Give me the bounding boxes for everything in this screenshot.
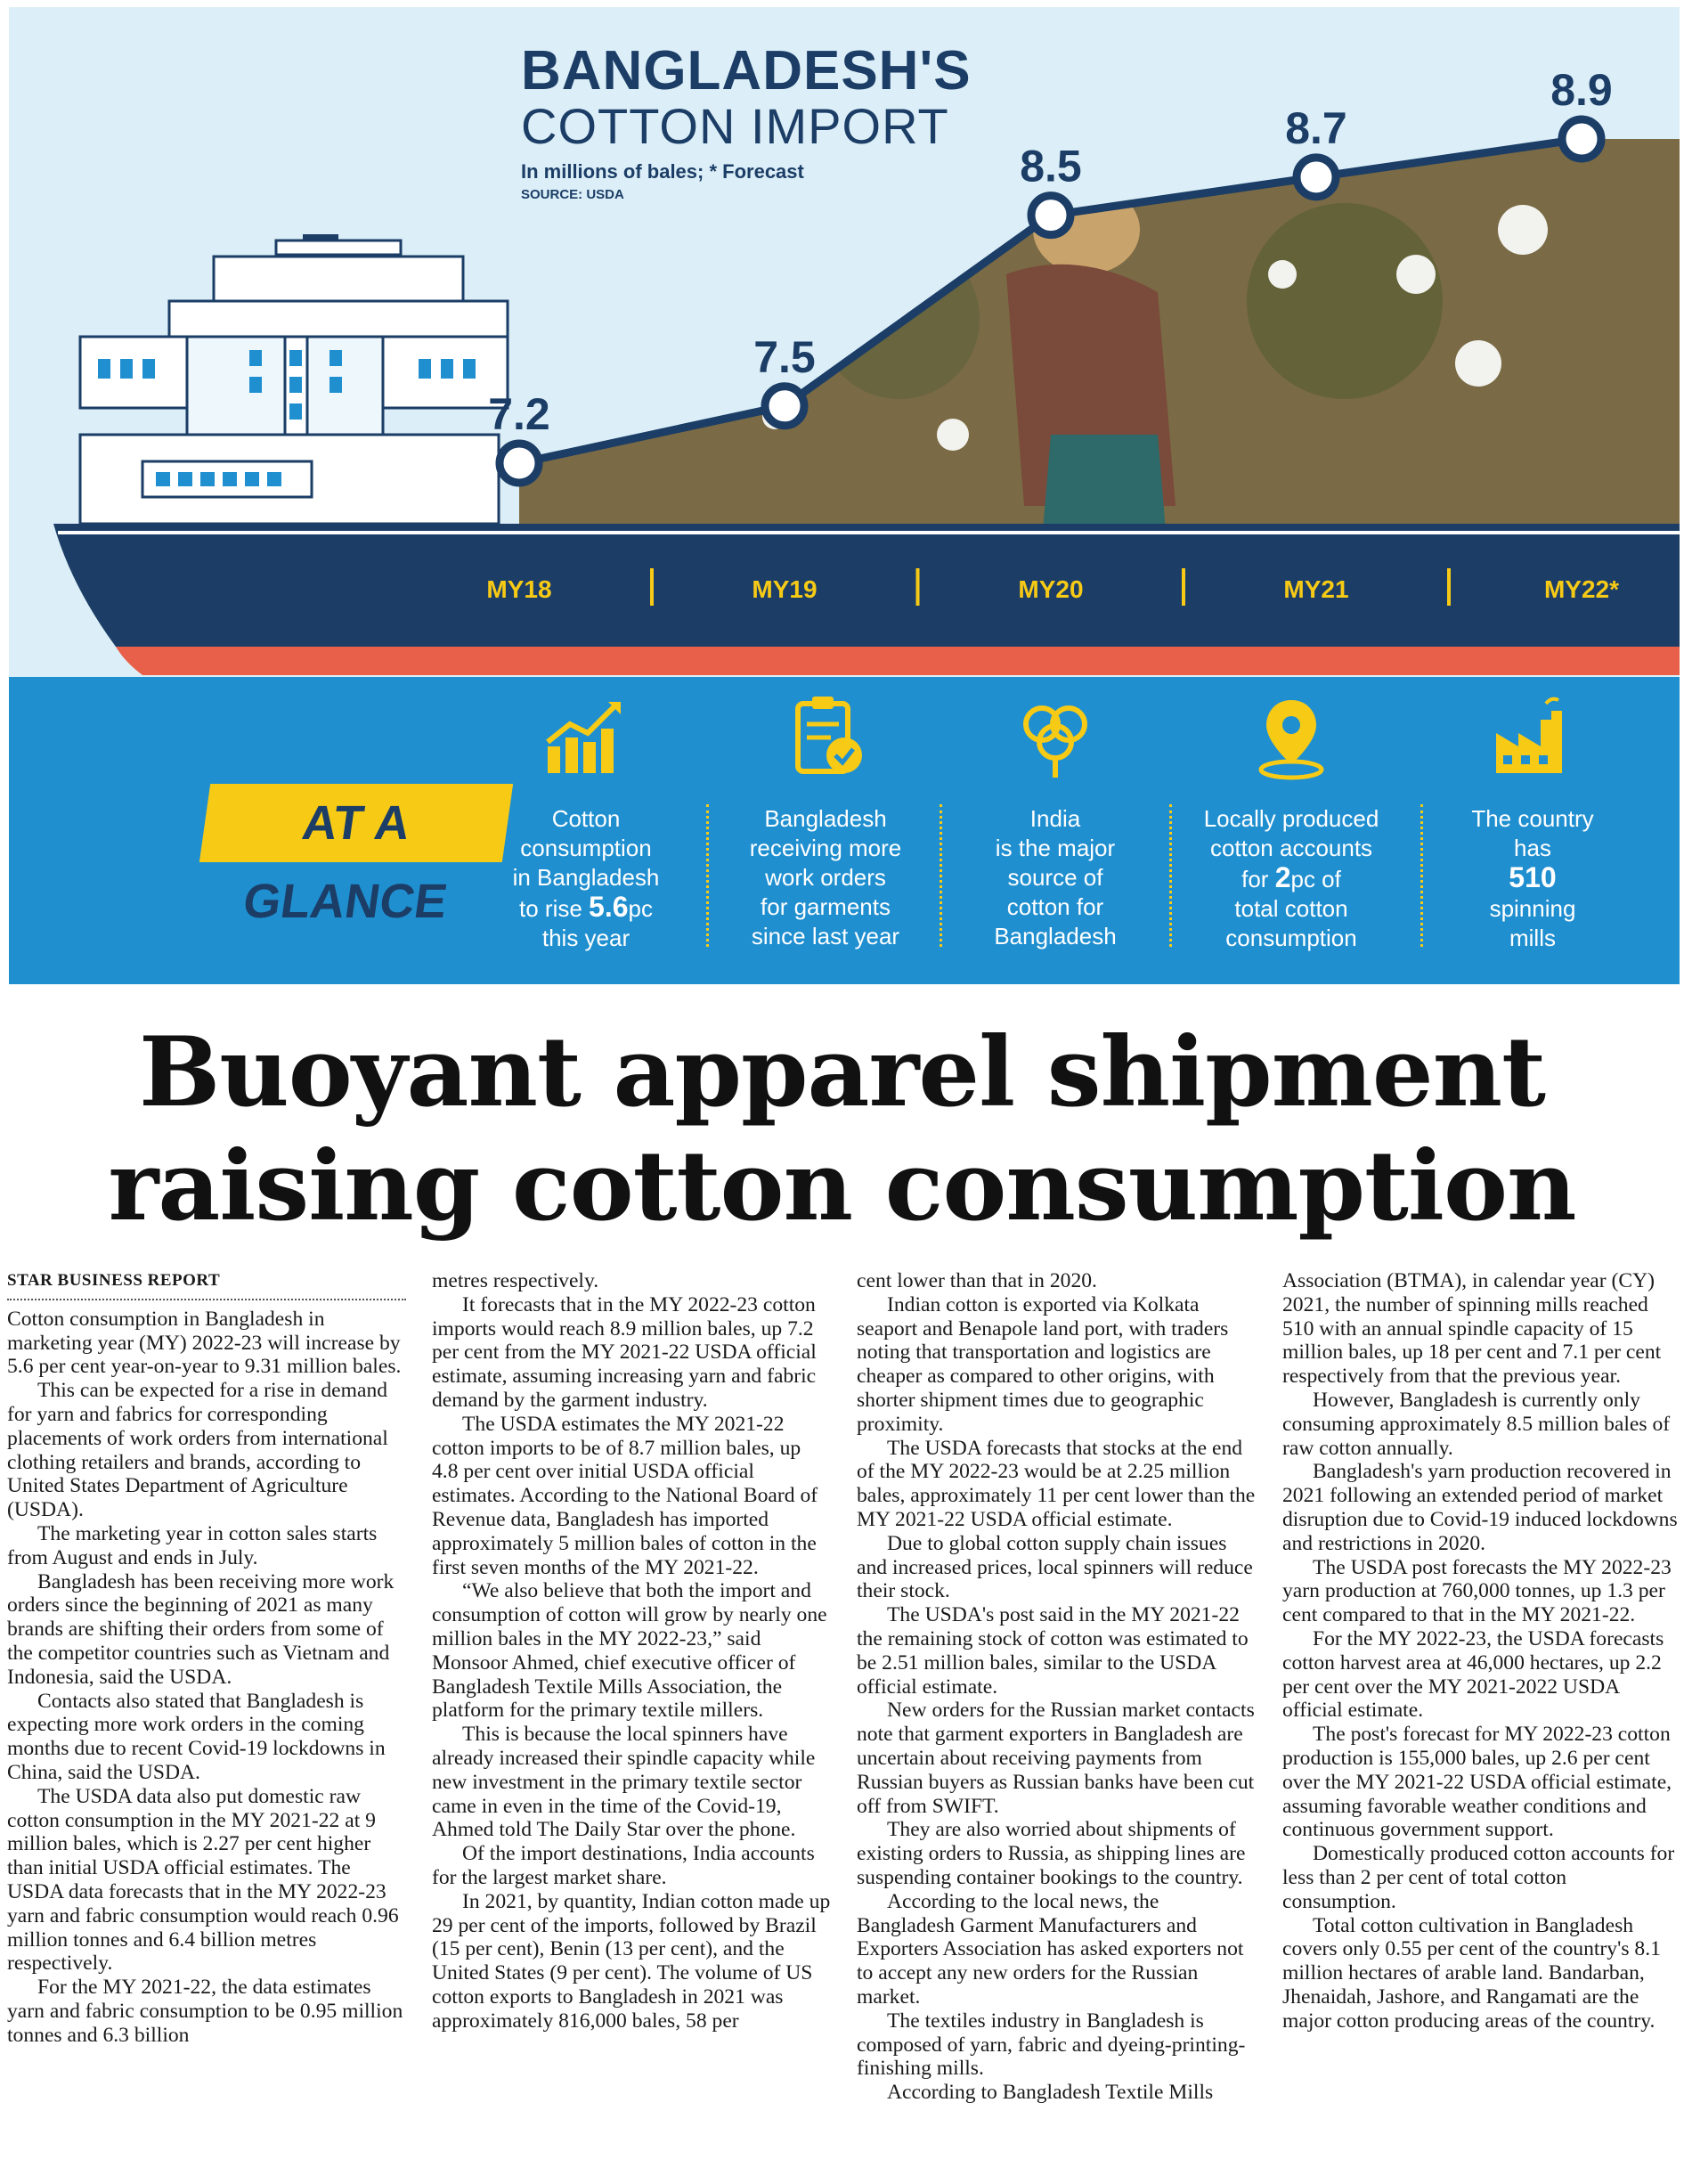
glance-text-line: since last year [751,923,900,949]
data-point [1297,158,1336,197]
glance-text-line: cotton accounts [1209,835,1373,861]
article-paragraph: Domestically produced cotton accounts for less than 2 per cent of total cotton consumption. [1282,1842,1675,1913]
byline: STAR BUSINESS REPORT [7,1269,406,1300]
glance-text-line [1430,863,1635,894]
map-pin-icon [1247,693,1336,782]
glance-divider [940,804,942,947]
glance-text-line: work orders [765,864,886,891]
glance-item-work-orders [723,804,928,951]
article-column-2 [432,1269,831,2033]
article-paragraph: The USDA forecasts that stocks at the end of the MY 2022-23 would be at 2.25 million bales, approximately 11 per cent lower than the MY 2021-22 USDA official estimate. [857,1436,1256,1531]
glance-text-line [484,892,688,924]
clipboard-check-icon [782,693,871,782]
article-paragraph: In 2021, by quantity, Indian cotton made up 29 per cent of the imports, followed by Brazil (15 per cent), Benin (13 per cent), and the United States (9 per cent). The volume of US cotton exports to Bangladesh in 2021 was approximately 816,000 bales, 58 per [432,1889,831,2033]
glance-text-line: cotton for [1006,893,1104,920]
glance-text-line: consumption [1225,925,1357,951]
article-paragraph: It forecasts that in the MY 2022-23 cotton imports would reach 8.9 million bales, up 7.2 per cent from the MY 2021-22 USDA official estimate, assuming increasing yarn and fabric demand by the garment industry. [432,1292,817,1412]
data-point [1562,119,1601,159]
glance-item-india-source [953,804,1158,951]
data-point [1031,196,1070,235]
article-column-3 [857,1269,1256,2105]
article-paragraph: For the MY 2022-23, the USDA forecasts cotton harvest area at 46,000 hectares, up 2.2 per cent over the MY 2021-2022 USDA official estimate. [1282,1626,1664,1723]
glance-item-local-cotton [1189,804,1394,953]
at-a-glance-label: AT A GLANCE [199,784,513,862]
article-paragraph: cent lower than that in 2020. [857,1269,1097,1292]
article-paragraph: New orders for the Russian market contacts note that garment exporters in Bangladesh are uncertain about receiving payments from Russian buyers as Russian banks have been cut off from SWIFT. [857,1699,1255,1818]
x-tick-label: MY22* [1543,575,1620,603]
x-tick-label: MY21 [1283,575,1349,603]
headline-line-2: raising cotton consumption [108,1130,1576,1243]
glance-divider [1420,804,1423,947]
glance-text-line: Cotton [551,805,621,832]
chart-subtitle: COTTON IMPORT [521,98,949,154]
article-paragraph: Bangladesh has been receiving more work orders since the beginning of 2021 as many brands are shifting their orders from some of the competitor countries such as Vietnam and Indonesia, said the USDA. [7,1569,395,1689]
article-paragraph: “We also believe that both the import and consumption of cotton will grow by nearly one million bales in the MY 2022-23,” said Monsoor Ahmed, chief executive officer of Bangladesh Textile Mills Association, the platform for the primary textile millers. [432,1579,827,1723]
glance-text-line: is the major [995,835,1116,861]
article-paragraph: Contacts also stated that Bangladesh is expecting more work orders in the coming months due to recent Covid-19 lockdowns in China, said the USDA. [7,1689,386,1784]
x-tick-label: MY19 [752,575,818,603]
article-paragraph: The USDA data also put domestic raw cotton consumption in the MY 2021-22 at 9 million bales, which is 2.27 per cent higher than initial USDA official estimates. The USDA data forecasts that in the MY 2022-23 yarn and fabric consumption would reach 0.96 million tonnes and 6.4 billion metres respectively. [7,1784,399,1976]
glance-text-post: pc of [1290,866,1341,892]
article-paragraph: Association (BTMA), in calendar year (CY) 2021, the number of spinning mills reached 510 with an annual spindle capacity of 15 million bales, up 18 per cent and 7.1 per cent respectively from that the previous year. [1282,1269,1662,1389]
glance-text-line: Bangladesh [764,805,887,832]
glance-text-line: spinning [1489,895,1576,922]
article-paragraph: Cotton consumption in Bangladesh in marketing year (MY) 2022-23 will increase by 5.6 per cent year-on-year to 9.31 million bales. [7,1307,402,1379]
glance-item-consumption [484,804,688,953]
headline-line-1: Buoyant apparel shipment [138,1016,1546,1129]
glance-divider [706,804,709,947]
data-label: 8.9 [1550,65,1613,115]
article-paragraph: This is because the local spinners have already increased their spindle capacity while new investment in the primary textile sector came in even in the time of the Covid-19, Ahmed told The Daily Star over the phone. [432,1723,816,1842]
glance-item-spinning-mills [1430,804,1635,953]
chart-source: SOURCE: USDA [521,187,624,202]
chart-title-block [521,40,972,202]
glance-text-line: mills [1509,925,1556,951]
glance-text-line: India [1029,805,1081,832]
data-point [765,387,804,426]
article-paragraph: The USDA post forecasts the MY 2022-23 yarn production at 760,000 tonnes, up 1.3 per cent compared to that in the MY 2021-22. [1282,1555,1672,1627]
glance-highlight-value: 5.6 [589,891,629,923]
article-paragraph: The USDA's post said in the MY 2021-22 the remaining stock of cotton was estimated to be 2.51 million bales, similar to the USDA official estimate. [857,1603,1249,1699]
article-paragraph: According to the local news, the Bangladesh Garment Manufacturers and Exporters Association has asked exporters not to accept any new orders for the Russian market. [857,1889,1244,2009]
growth-chart-icon [539,693,628,782]
glance-highlight-value: 2 [1274,861,1291,893]
article-paragraph: This can be expected for a rise in demand for yarn and fabrics for corresponding placements of work orders from international clothing retailers and brands, according to United States Department of Agriculture (USDA). [7,1379,388,1522]
article-paragraph: The USDA estimates the MY 2021-22 cotton imports to be of 8.7 million bales, up 4.8 per cent over initial USDA official estimates. According to the National Board of Revenue data, Bangladesh has imported approximately 5 million bales of cotton in the first seven months of the MY 2021-22. [432,1412,818,1579]
glance-text-post: pc [628,895,653,922]
article-paragraph: metres respectively. [432,1269,599,1292]
article-paragraph: For the MY 2021-22, the data estimates yarn and fabric consumption to be 0.95 million tonnes and 6.3 billion [7,1976,403,2047]
glance-text-line: Bangladesh [994,923,1117,949]
article-paragraph: The post's forecast for MY 2022-23 cotton production is 155,000 bales, up 2.6 per cent over the MY 2021-22 USDA official estimate, assuming favorable weather conditions and continuous government support. [1282,1723,1672,1842]
data-label: 7.2 [488,389,550,439]
x-tick-label: MY20 [1018,575,1084,603]
article-column-4 [1282,1269,1681,2033]
article-paragraph: They are also worried about shipments of existing orders to Russia, as shipping lines are suspending container bookings to the country. [857,1818,1246,1889]
data-label: 7.5 [753,331,816,382]
glance-text-pre: for [1241,866,1275,892]
glance-highlight-value: 510 [1509,861,1557,893]
article-paragraph: According to Bangladesh Textile Mills [887,2081,1214,2105]
article-paragraph: Bangladesh's yarn production recovered in 2021 following an extended period of market disruption due to Covid-19 induced lockdowns and restrictions in 2020. [1282,1460,1678,1555]
glance-text-line: consumption [520,835,652,861]
glance-divider [1169,804,1172,947]
glance-text-line: for garments [761,893,891,920]
article-paragraph: However, Bangladesh is currently only consuming approximately 8.5 million bales of raw cotton annually. [1282,1388,1671,1460]
article-paragraph: Due to global cotton supply chain issues and increased prices, local spinners will reduce their stock. [857,1531,1253,1603]
glance-text-line [1189,863,1394,894]
glance-text-line: has [1514,835,1551,861]
infographic [9,7,1680,984]
data-label: 8.7 [1285,102,1347,153]
article-column-1 [7,1269,406,2048]
glance-text-line: receiving more [749,835,902,861]
article-paragraph: The textiles industry in Bangladesh is composed of yarn, fabric and dyeing-printing-finishing mills. [857,2009,1246,2081]
headline [0,1015,1684,1243]
glance-text-line: this year [541,925,630,951]
cotton-boll-icon [1011,693,1100,782]
article-paragraph: The marketing year in cotton sales starts from August and ends in July. [7,1521,378,1569]
data-label: 8.5 [1020,141,1082,192]
chart-units-note: In millions of bales; * Forecast [521,160,804,183]
glance-text-line: The country [1471,805,1594,832]
chart-title: BANGLADESH'S [521,40,972,102]
glance-text-line: total cotton [1234,895,1348,922]
article-paragraph: Of the import destinations, India accounts for the largest market share. [432,1842,815,1889]
factory-icon [1487,693,1576,782]
glance-text-line: in Bangladesh [512,864,660,891]
glance-text-pre: to rise [519,895,590,922]
glance-text-line: Locally produced [1203,805,1379,832]
x-tick-label: MY18 [486,575,552,603]
article-paragraph: Indian cotton is exported via Kolkata seaport and Benapole land port, with traders noting that transportation and logistics are cheaper as compared to other origins, with shorter shipment times due to geographic proximity. [857,1292,1229,1436]
glance-text-line: source of [1007,864,1103,891]
data-point [500,444,539,483]
article-paragraph: Total cotton cultivation in Bangladesh covers only 0.55 per cent of the country's 8.1 million hectares of arable land. Bandarban, Jhenaidah, Jashore, and Rangamati are the major cotton producing areas of the country. [1282,1913,1661,2033]
